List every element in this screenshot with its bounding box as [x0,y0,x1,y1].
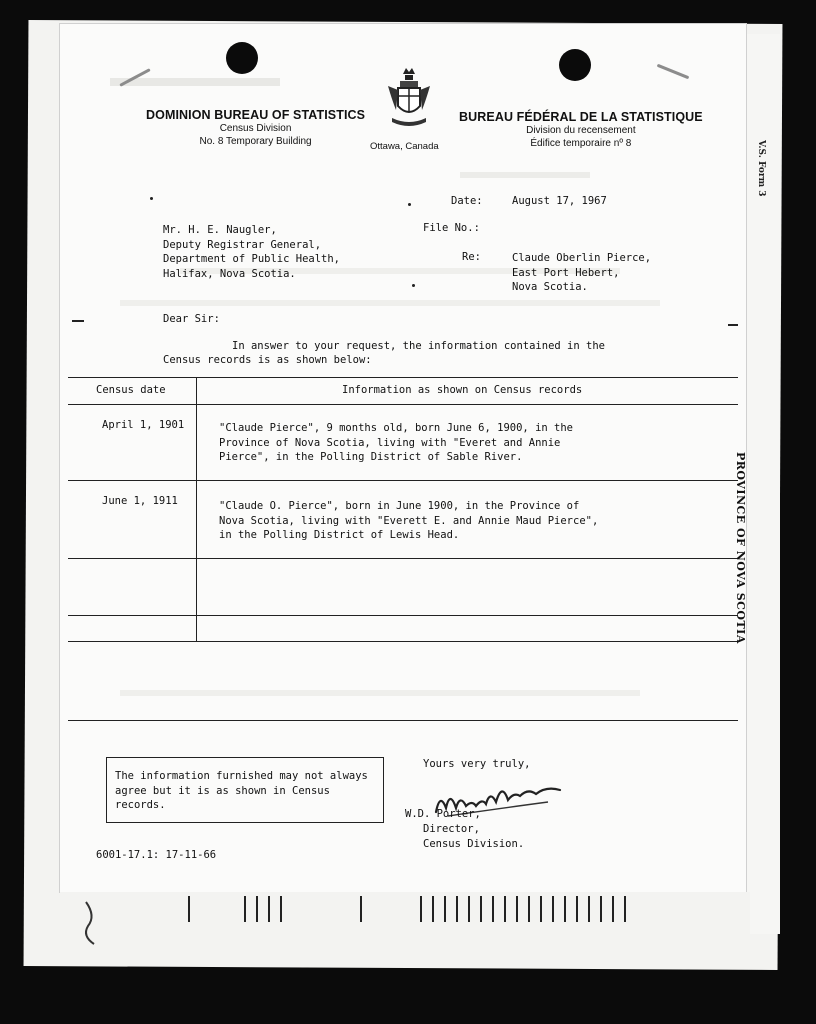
margin-dash-left [72,320,84,322]
building-fr: Édifice temporaire nº 8 [530,138,632,149]
disclaimer-box [106,757,384,823]
addressee-line: Halifax, Nova Scotia. [163,267,296,280]
form-tick [420,896,422,922]
re-line: Claude Oberlin Pierce, [512,252,652,264]
table-row-rule [68,480,738,481]
disclaimer-line: records. [115,799,166,811]
re-label: Re: [462,251,481,263]
typed-dot [408,203,411,206]
closing-line: Yours very truly, [423,758,531,770]
handwriting-scribble [80,896,120,950]
canada-coat-of-arms-icon [386,66,432,130]
table-header-date: Census date [96,384,166,396]
table-column-divider [196,378,197,641]
typed-dot [150,197,153,200]
table-row-rule [68,641,738,642]
punch-hole-right [559,49,591,81]
division-en: Census Division [219,123,292,134]
form-code: 6001-17.1: 17-11-66 [96,849,217,861]
signatory-name: W.D. Porter, [405,808,481,820]
margin-dash-right [728,324,738,326]
form-tick [612,896,614,922]
disclaimer-text [115,769,368,813]
form-tick [280,896,282,922]
building-en: No. 8 Temporary Building [199,136,312,147]
bleed-through-mark [110,78,280,86]
info-line: "Claude Pierce", 9 months old, born June 6, 1900, in the [219,422,574,434]
signatory-title-line: Director, [423,823,480,835]
form-tick [624,896,626,922]
table-blank-rule [68,615,738,616]
addressee-line: Deputy Registrar General, [163,238,322,251]
intro-line-2: Census records is as shown below: [163,354,372,366]
table-header-rule [68,404,738,405]
disclaimer-line: The information furnished may not always [115,770,368,782]
re-line: East Port Hebert, [512,266,620,279]
letterhead-french [459,110,703,150]
addressee-line: Mr. H. E. Naugler, [163,224,277,236]
form-tick [188,896,190,922]
signatory-title-line: Census Division. [423,837,525,850]
form-tick [456,896,458,922]
division-fr: Division du recensement [526,125,636,136]
form-tick [528,896,530,922]
disclaimer-line: agree but it is as shown in Census [115,784,330,797]
info-line: Province of Nova Scotia, living with "Everet and Annie [219,436,561,449]
form-tick [468,896,470,922]
form-tick [256,896,258,922]
table-row-date: April 1, 1901 [102,419,185,431]
ottawa-location: Ottawa, Canada [370,141,439,152]
form-tick [444,896,446,922]
vs-form-label: V.S. Form 3 [756,140,766,197]
info-line: Pierce", in the Polling District of Sable River. [219,451,523,463]
typed-dot [412,284,415,287]
signatory-title [423,822,524,851]
bureau-title-en: DOMINION BUREAU OF STATISTICS [146,108,366,122]
form-tick [600,896,602,922]
form-tick [552,896,554,922]
table-header-info: Information as shown on Census records [342,384,583,396]
info-line: Nova Scotia, living with "Everett E. and Annie Maud Pierce", [219,514,599,527]
re-line: Nova Scotia. [512,281,588,293]
re-subject [512,251,651,295]
info-line: in the Polling District of Lewis Head. [219,529,460,541]
table-row-date: June 1, 1911 [102,495,178,507]
form-tick [540,896,542,922]
addressee-line: Department of Public Health, [163,253,341,265]
form-tick [504,896,506,922]
province-side-label: PROVINCE OF NOVA SCOTIA [734,452,747,644]
table-row-rule [68,558,738,559]
form-tick [360,896,362,922]
form-tick [576,896,578,922]
punch-hole-left [226,42,258,74]
salutation: Dear Sir: [163,313,220,325]
form-tick [564,896,566,922]
table-row-info [219,421,573,465]
table-row-info [219,499,598,543]
bureau-title-fr: BUREAU FÉDÉRAL DE LA STATISTIQUE [459,110,703,124]
underlying-form-bottom-edge [60,892,750,952]
form-tick [492,896,494,922]
addressee-block [163,223,340,281]
date-label: Date: [451,195,483,207]
form-tick [432,896,434,922]
date-value: August 17, 1967 [512,195,607,207]
form-tick [588,896,590,922]
form-tick [480,896,482,922]
bleed-through-mark [460,172,590,178]
form-tick [516,896,518,922]
info-line: "Claude O. Pierce", born in June 1900, in the Province of [219,500,580,512]
file-no-label: File No.: [423,222,480,234]
form-tick [244,896,246,922]
form-tick [268,896,270,922]
census-records-table [68,377,738,721]
intro-line-1: In answer to your request, the information contained in the [232,340,605,352]
letterhead-english [146,108,365,148]
bleed-through-mark [120,300,660,306]
